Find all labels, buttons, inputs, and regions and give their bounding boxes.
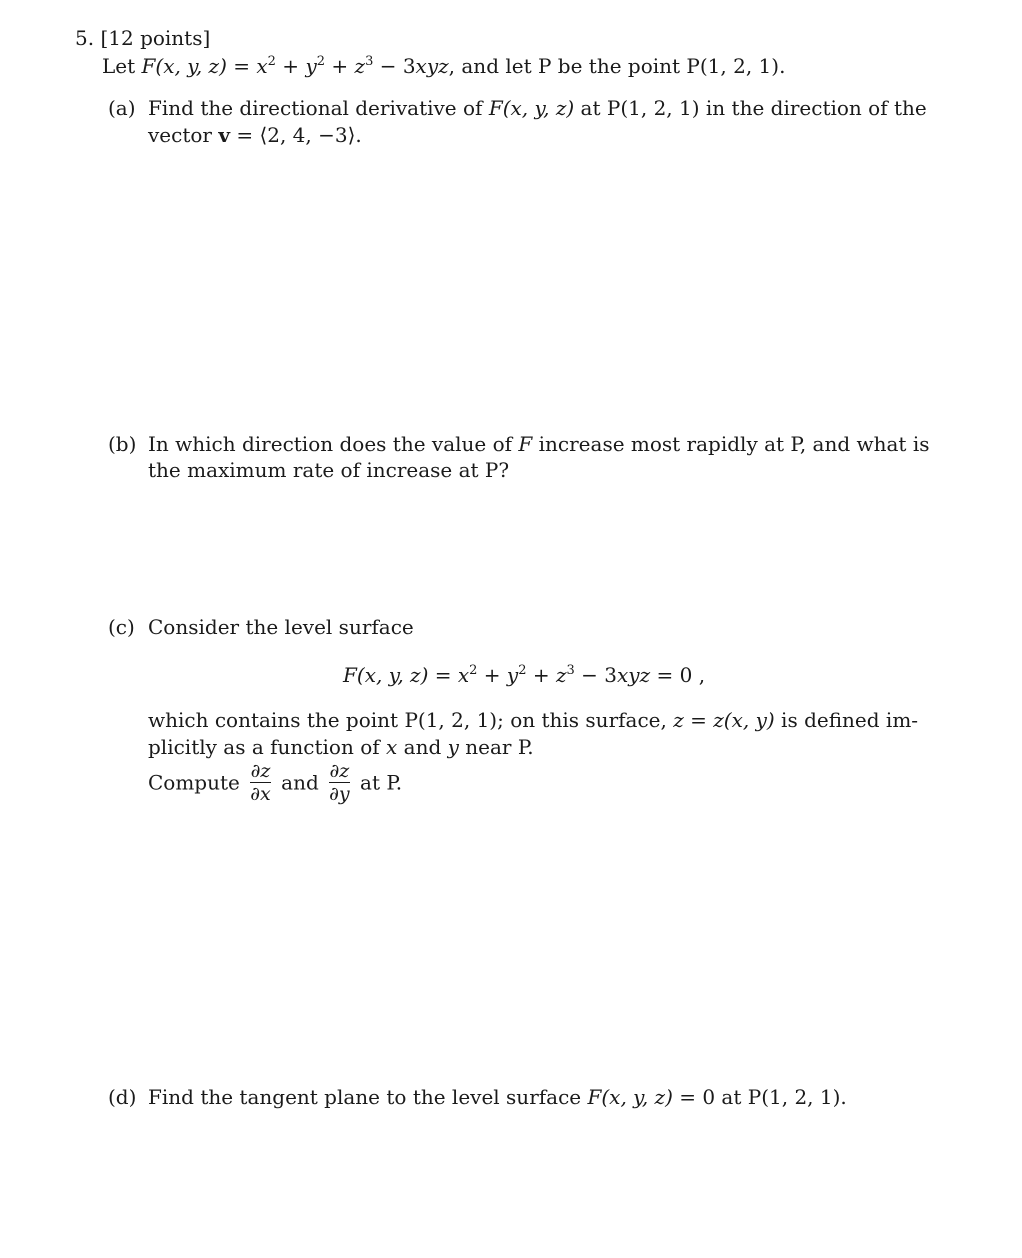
part-d-text2: = 0 at P(1, 2, 1). — [672, 1085, 847, 1109]
fraction-dz-dx — [250, 760, 271, 805]
eq-args: (x, y, z) — [356, 663, 429, 687]
eq-equals: = — [428, 663, 458, 687]
intro-exp-x: 2 — [267, 54, 276, 69]
eq-y: y — [506, 663, 519, 687]
part-c-equation — [343, 661, 705, 693]
eq-z: z — [556, 663, 567, 687]
intro-xyz: xyz — [415, 54, 449, 78]
part-b-text2: increase most rapidly at P, and what is — [532, 432, 930, 456]
intro-F: F — [141, 54, 156, 78]
eq-exp-x: 2 — [469, 663, 478, 678]
eq-xyz: xyz — [617, 663, 651, 687]
part-c-x: x — [386, 735, 398, 759]
eq-plus1: + — [477, 663, 507, 687]
compute-and: and — [281, 770, 319, 795]
frac2-numerator: ∂z — [329, 760, 350, 782]
part-c-line3 — [148, 706, 918, 734]
intro-tail: , and let P be the point P(1, 2, 1). — [448, 54, 786, 78]
frac2-denominator: ∂y — [329, 783, 350, 805]
intro-exp-y: 2 — [316, 54, 326, 69]
part-c-equals: = — [683, 708, 714, 732]
problem-points: [12 points] — [100, 26, 211, 50]
part-c-line1: Consider the level surface — [148, 615, 414, 639]
eq-x: x — [457, 663, 470, 687]
part-c-line4 — [148, 733, 534, 761]
part-d-args: (x, y, z) — [601, 1085, 673, 1109]
part-a-label: (a) — [108, 96, 136, 120]
part-a-args: (x, y, z) — [502, 96, 575, 120]
part-a-line1 — [148, 94, 927, 122]
frac1-denominator: ∂x — [250, 783, 271, 805]
problem-header — [75, 24, 210, 52]
part-b-line2: the maximum rate of increase at P? — [148, 458, 510, 482]
problem-intro — [102, 52, 785, 84]
fraction-dz-dy — [329, 760, 350, 805]
part-a-F: F — [488, 96, 503, 120]
part-c-label: (c) — [108, 615, 135, 639]
intro-plus2: + — [325, 54, 355, 78]
part-a-vector-value: = ⟨2, 4, −3⟩. — [229, 123, 362, 147]
compute-at: at P. — [360, 770, 403, 795]
part-b-text1: In which direction does the value of — [148, 432, 519, 456]
part-a-vector-v: v — [218, 123, 230, 147]
part-c-text4c: near P. — [458, 735, 534, 759]
eq-plus2: + — [526, 663, 556, 687]
part-d-line1 — [148, 1083, 847, 1111]
intro-args: (x, y, z) — [155, 54, 227, 78]
part-c-and1: and — [397, 735, 448, 759]
intro-exp-z: 3 — [365, 54, 374, 69]
part-c-text4a: plicitly as a function of — [148, 735, 386, 759]
part-b-F: F — [518, 432, 533, 456]
intro-x: x — [256, 54, 268, 78]
eq-exp-y: 2 — [518, 663, 527, 678]
part-c-compute-line — [148, 760, 402, 805]
part-a-text2: at P(1, 2, 1) in the direction of the — [574, 96, 927, 120]
intro-let: Let — [102, 54, 136, 78]
frac1-numerator: ∂z — [250, 760, 271, 782]
part-d-F: F — [587, 1085, 602, 1109]
part-c-text3a: which contains the point P(1, 2, 1); on this surface, — [148, 708, 674, 732]
part-a-text1: Find the directional derivative of — [148, 96, 489, 120]
intro-z: z — [354, 54, 366, 78]
intro-y: y — [305, 54, 317, 78]
part-b-label: (b) — [108, 432, 137, 456]
part-c-z: z — [673, 708, 684, 732]
problem-number: 5. — [75, 26, 95, 50]
intro-plus1: + — [275, 54, 306, 78]
eq-tail: = 0 , — [650, 663, 706, 687]
part-b-line1 — [148, 430, 929, 458]
eq-exp-z: 3 — [566, 663, 575, 678]
intro-eq: = — [226, 54, 257, 78]
part-a-line2 — [148, 121, 362, 149]
part-a-text3: vector — [148, 123, 219, 147]
part-d-label: (d) — [108, 1085, 137, 1109]
part-c-y: y — [447, 735, 459, 759]
compute-label: Compute — [148, 770, 240, 795]
part-c-zxy: z(x, y) — [713, 708, 775, 732]
part-c-text3c: is defined im- — [774, 708, 919, 732]
part-d-text1: Find the tangent plane to the level surface — [148, 1085, 588, 1109]
eq-F: F — [343, 663, 357, 687]
intro-minus: − 3 — [373, 54, 416, 78]
eq-minus: − 3 — [574, 663, 618, 687]
